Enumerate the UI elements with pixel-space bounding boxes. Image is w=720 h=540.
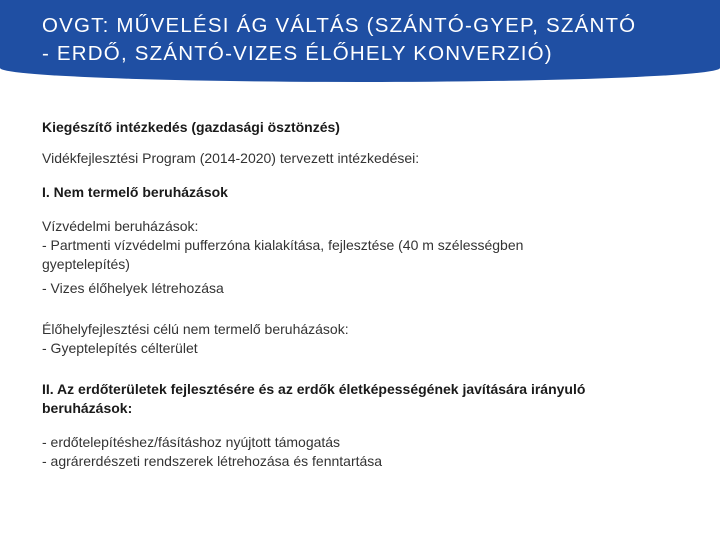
- forest-item-1: - erdőtelepítéshez/fásításhoz nyújtott támogatás: [42, 434, 341, 450]
- program-line: Vidékfejlesztési Program (2014-2020) tervezett intézkedései:: [42, 150, 420, 166]
- water-protection-title: Vízvédelmi beruházások:: [42, 218, 199, 234]
- habitat-item-1: - Gyeptelepítés célterület: [42, 340, 198, 356]
- section-2-title-line-2: beruházások:: [42, 400, 133, 416]
- supplementary-measure-heading: Kiegészítő intézkedés (gazdasági ösztönzés): [42, 119, 340, 135]
- habitat-title: Élőhelyfejlesztési célú nem termelő beruházások:: [42, 321, 349, 337]
- water-item-1-line-1: - Partmenti vízvédelmi pufferzóna kialakítása, fejlesztése (40 m szélességben: [42, 237, 524, 253]
- forest-item-2: - agrárerdészeti rendszerek létrehozása és fenntartása: [42, 453, 383, 469]
- section-1-title: I. Nem termelő beruházások: [42, 184, 228, 200]
- section-2-title-line-1: II. Az erdőterületek fejlesztésére és az erdők életképességének javítására irányuló: [42, 381, 586, 397]
- water-item-2: - Vizes élőhelyek létrehozása: [42, 280, 224, 296]
- slide-title: [42, 12, 702, 68]
- slide-title-line-2: - ERDŐ, SZÁNTÓ-VIZES ÉLŐHELY KONVERZIÓ): [42, 42, 553, 65]
- water-item-1-line-2: gyeptelepítés): [42, 256, 130, 272]
- slide-title-line-1: OVGT: MŰVELÉSI ÁG VÁLTÁS (SZÁNTÓ-GYEP, SZÁNTÓ: [42, 14, 637, 37]
- slide-body: [42, 118, 672, 471]
